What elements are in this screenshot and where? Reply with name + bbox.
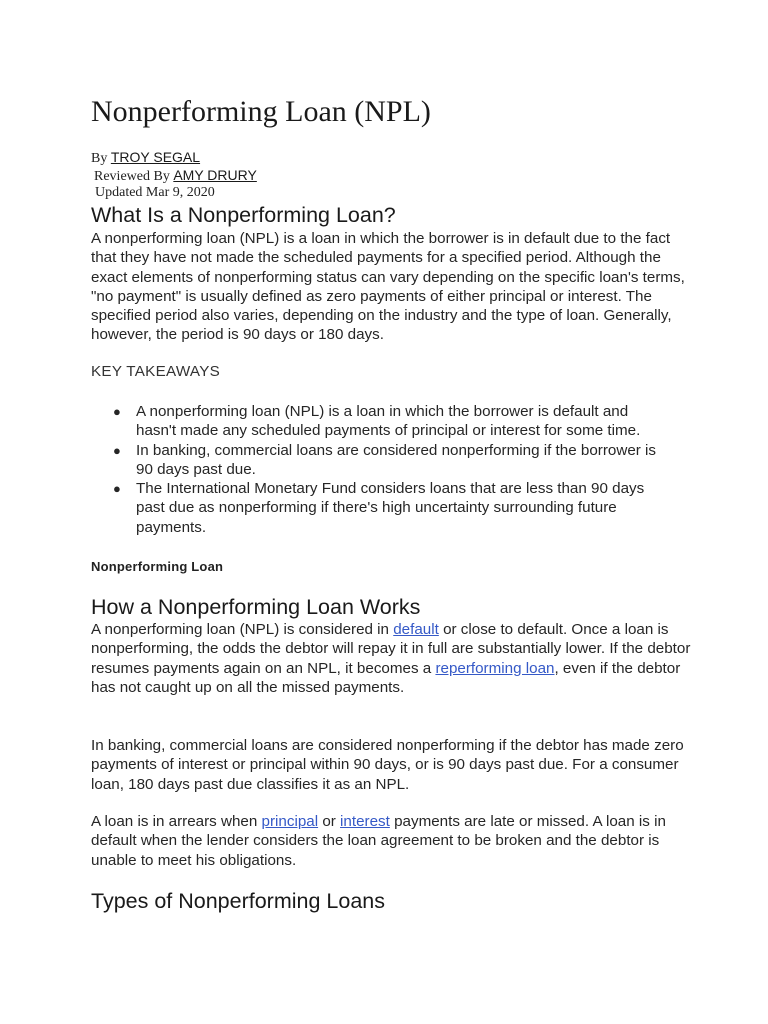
image-caption: Nonperforming Loan: [91, 559, 224, 574]
reperforming-loan-link[interactable]: reperforming loan: [435, 659, 555, 677]
bullet-icon: ●: [113, 481, 121, 497]
paragraph-definition: A nonperforming loan (NPL) is a loan in which the borrower is in default due to the fact that they have not made the scheduled payments for a specified period. Although the exact elements of nonperforming status can vary depending on the specific loan's terms, "no payment" is usually defined as zero payments of either principal or interest. The specified period also varies, depending on the industry and the type of loan. Generally, however, the period is 90 days or 180 days.: [91, 230, 685, 344]
default-link[interactable]: default: [393, 621, 439, 638]
section-heading-how-works: How a Nonperforming Loan Works: [91, 595, 421, 619]
section-heading-what-is: What Is a Nonperforming Loan?: [91, 203, 396, 227]
key-takeaways-label: KEY TAKEAWAYS: [91, 363, 221, 380]
author-link[interactable]: TROY SEGAL: [110, 149, 201, 165]
key-takeaways-list: [91, 402, 671, 537]
list-item: ● A nonperforming loan (NPL) is a loan in which the borrower is default and hasn't made any scheduled payments of principal or interest for some time.: [113, 403, 641, 440]
list-item: ● In banking, commercial loans are considered nonperforming if the borrower is 90 days past due.: [113, 441, 657, 478]
paragraph-arrears: A loan is in arrears when principal or interest payments are late or missed. A loan is in default when the lender considers the loan agreement to be broken and the debtor is unable to meet his obligations.: [91, 813, 666, 869]
page-title: Nonperforming Loan (NPL): [91, 95, 431, 128]
byline-author: [91, 148, 200, 168]
section-heading-types: Types of Nonperforming Loans: [91, 889, 385, 913]
byline-reviewer: [94, 166, 257, 186]
bullet-icon: ●: [113, 442, 121, 458]
principal-link[interactable]: principal: [261, 813, 319, 830]
paragraph-how-works: A nonperforming loan (NPL) is considered in default or close to default. Once a loan is nonperforming, the odds the debtor will repay it in full are substantially lower. If the debtor resumes payments again on an NPL, it becomes a reperforming loan, even if the debtor has not caught up on all the missed payments.: [91, 621, 691, 696]
reviewer-link[interactable]: AMY DRURY: [173, 167, 257, 183]
bullet-icon: ●: [113, 404, 121, 419]
paragraph-banking: In banking, commercial loans are considered nonperforming if the debtor has made zero payments of interest or principal within 90 days, or is 90 days past due. For a consumer loan, 180 days past due classifies it as an NPL.: [91, 737, 684, 793]
reviewed-by-label: Reviewed By: [94, 169, 170, 184]
list-item: ● The International Monetary Fund considers loans that are less than 90 days past due as nonperforming if there's high uncertainty surrounding future payments.: [113, 480, 645, 536]
by-label: By: [91, 151, 108, 166]
updated-date: Updated Mar 9, 2020: [95, 185, 215, 200]
interest-link[interactable]: interest: [340, 813, 390, 830]
